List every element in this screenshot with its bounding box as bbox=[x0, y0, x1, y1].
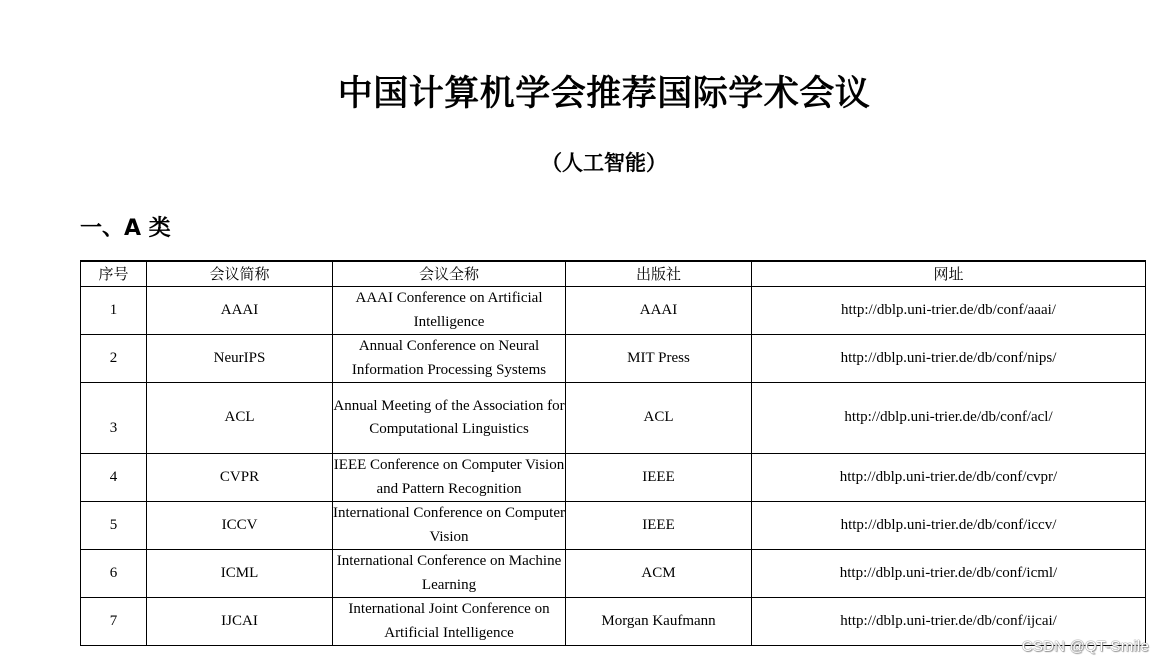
row-index: 7 bbox=[81, 598, 147, 646]
row-abbr: NeurIPS bbox=[147, 335, 333, 383]
row-publisher: ACM bbox=[566, 550, 752, 598]
row-publisher: Morgan Kaufmann bbox=[566, 598, 752, 646]
row-abbr: IJCAI bbox=[147, 598, 333, 646]
row-url: http://dblp.uni-trier.de/db/conf/icml/ bbox=[752, 550, 1146, 598]
table-row bbox=[81, 598, 1146, 646]
table-row bbox=[81, 383, 1146, 454]
row-url: http://dblp.uni-trier.de/db/conf/aaai/ bbox=[752, 287, 1146, 335]
section-heading: 一、A 类 bbox=[80, 216, 171, 241]
page-title: 中国计算机学会推荐国际学术会议 bbox=[337, 74, 871, 114]
row-full-name: AAAI Conference on Artificial Intelligence bbox=[333, 287, 566, 335]
table-row bbox=[81, 335, 1146, 383]
table-row bbox=[81, 454, 1146, 502]
row-publisher: MIT Press bbox=[566, 335, 752, 383]
row-abbr: ACL bbox=[147, 383, 333, 454]
row-abbr: CVPR bbox=[147, 454, 333, 502]
row-full-name: International Conference on Machine Learning bbox=[333, 550, 566, 598]
row-full-name: Annual Meeting of the Association for Computational Linguistics bbox=[333, 383, 566, 454]
table-header-row bbox=[81, 261, 1146, 287]
row-full-name: Annual Conference on Neural Information Processing Systems bbox=[333, 335, 566, 383]
row-url: http://dblp.uni-trier.de/db/conf/ijcai/ bbox=[752, 598, 1146, 646]
row-index: 5 bbox=[81, 502, 147, 550]
row-publisher: IEEE bbox=[566, 502, 752, 550]
row-publisher: IEEE bbox=[566, 454, 752, 502]
row-index: 3 bbox=[81, 383, 147, 454]
row-index: 2 bbox=[81, 335, 147, 383]
header-index: 序号 bbox=[81, 261, 147, 287]
header-publisher: 出版社 bbox=[566, 261, 752, 287]
row-abbr: ICML bbox=[147, 550, 333, 598]
row-index: 4 bbox=[81, 454, 147, 502]
page-subtitle: （人工智能） bbox=[541, 151, 667, 175]
row-url: http://dblp.uni-trier.de/db/conf/iccv/ bbox=[752, 502, 1146, 550]
row-abbr: AAAI bbox=[147, 287, 333, 335]
row-index: 6 bbox=[81, 550, 147, 598]
row-url: http://dblp.uni-trier.de/db/conf/cvpr/ bbox=[752, 454, 1146, 502]
table-row bbox=[81, 502, 1146, 550]
header-full-name: 会议全称 bbox=[333, 261, 566, 287]
conference-table bbox=[80, 260, 1146, 646]
watermark: CSDN @QT-Smile bbox=[1021, 638, 1149, 655]
row-url: http://dblp.uni-trier.de/db/conf/acl/ bbox=[752, 383, 1146, 454]
table-row bbox=[81, 550, 1146, 598]
table-row bbox=[81, 287, 1146, 335]
row-full-name: International Joint Conference on Artificial Intelligence bbox=[333, 598, 566, 646]
row-publisher: AAAI bbox=[566, 287, 752, 335]
row-url: http://dblp.uni-trier.de/db/conf/nips/ bbox=[752, 335, 1146, 383]
header-abbr: 会议简称 bbox=[147, 261, 333, 287]
row-index: 1 bbox=[81, 287, 147, 335]
row-abbr: ICCV bbox=[147, 502, 333, 550]
row-publisher: ACL bbox=[566, 383, 752, 454]
row-full-name: IEEE Conference on Computer Vision and Pattern Recognition bbox=[333, 454, 566, 502]
row-full-name: International Conference on Computer Vision bbox=[333, 502, 566, 550]
header-url: 网址 bbox=[752, 261, 1146, 287]
